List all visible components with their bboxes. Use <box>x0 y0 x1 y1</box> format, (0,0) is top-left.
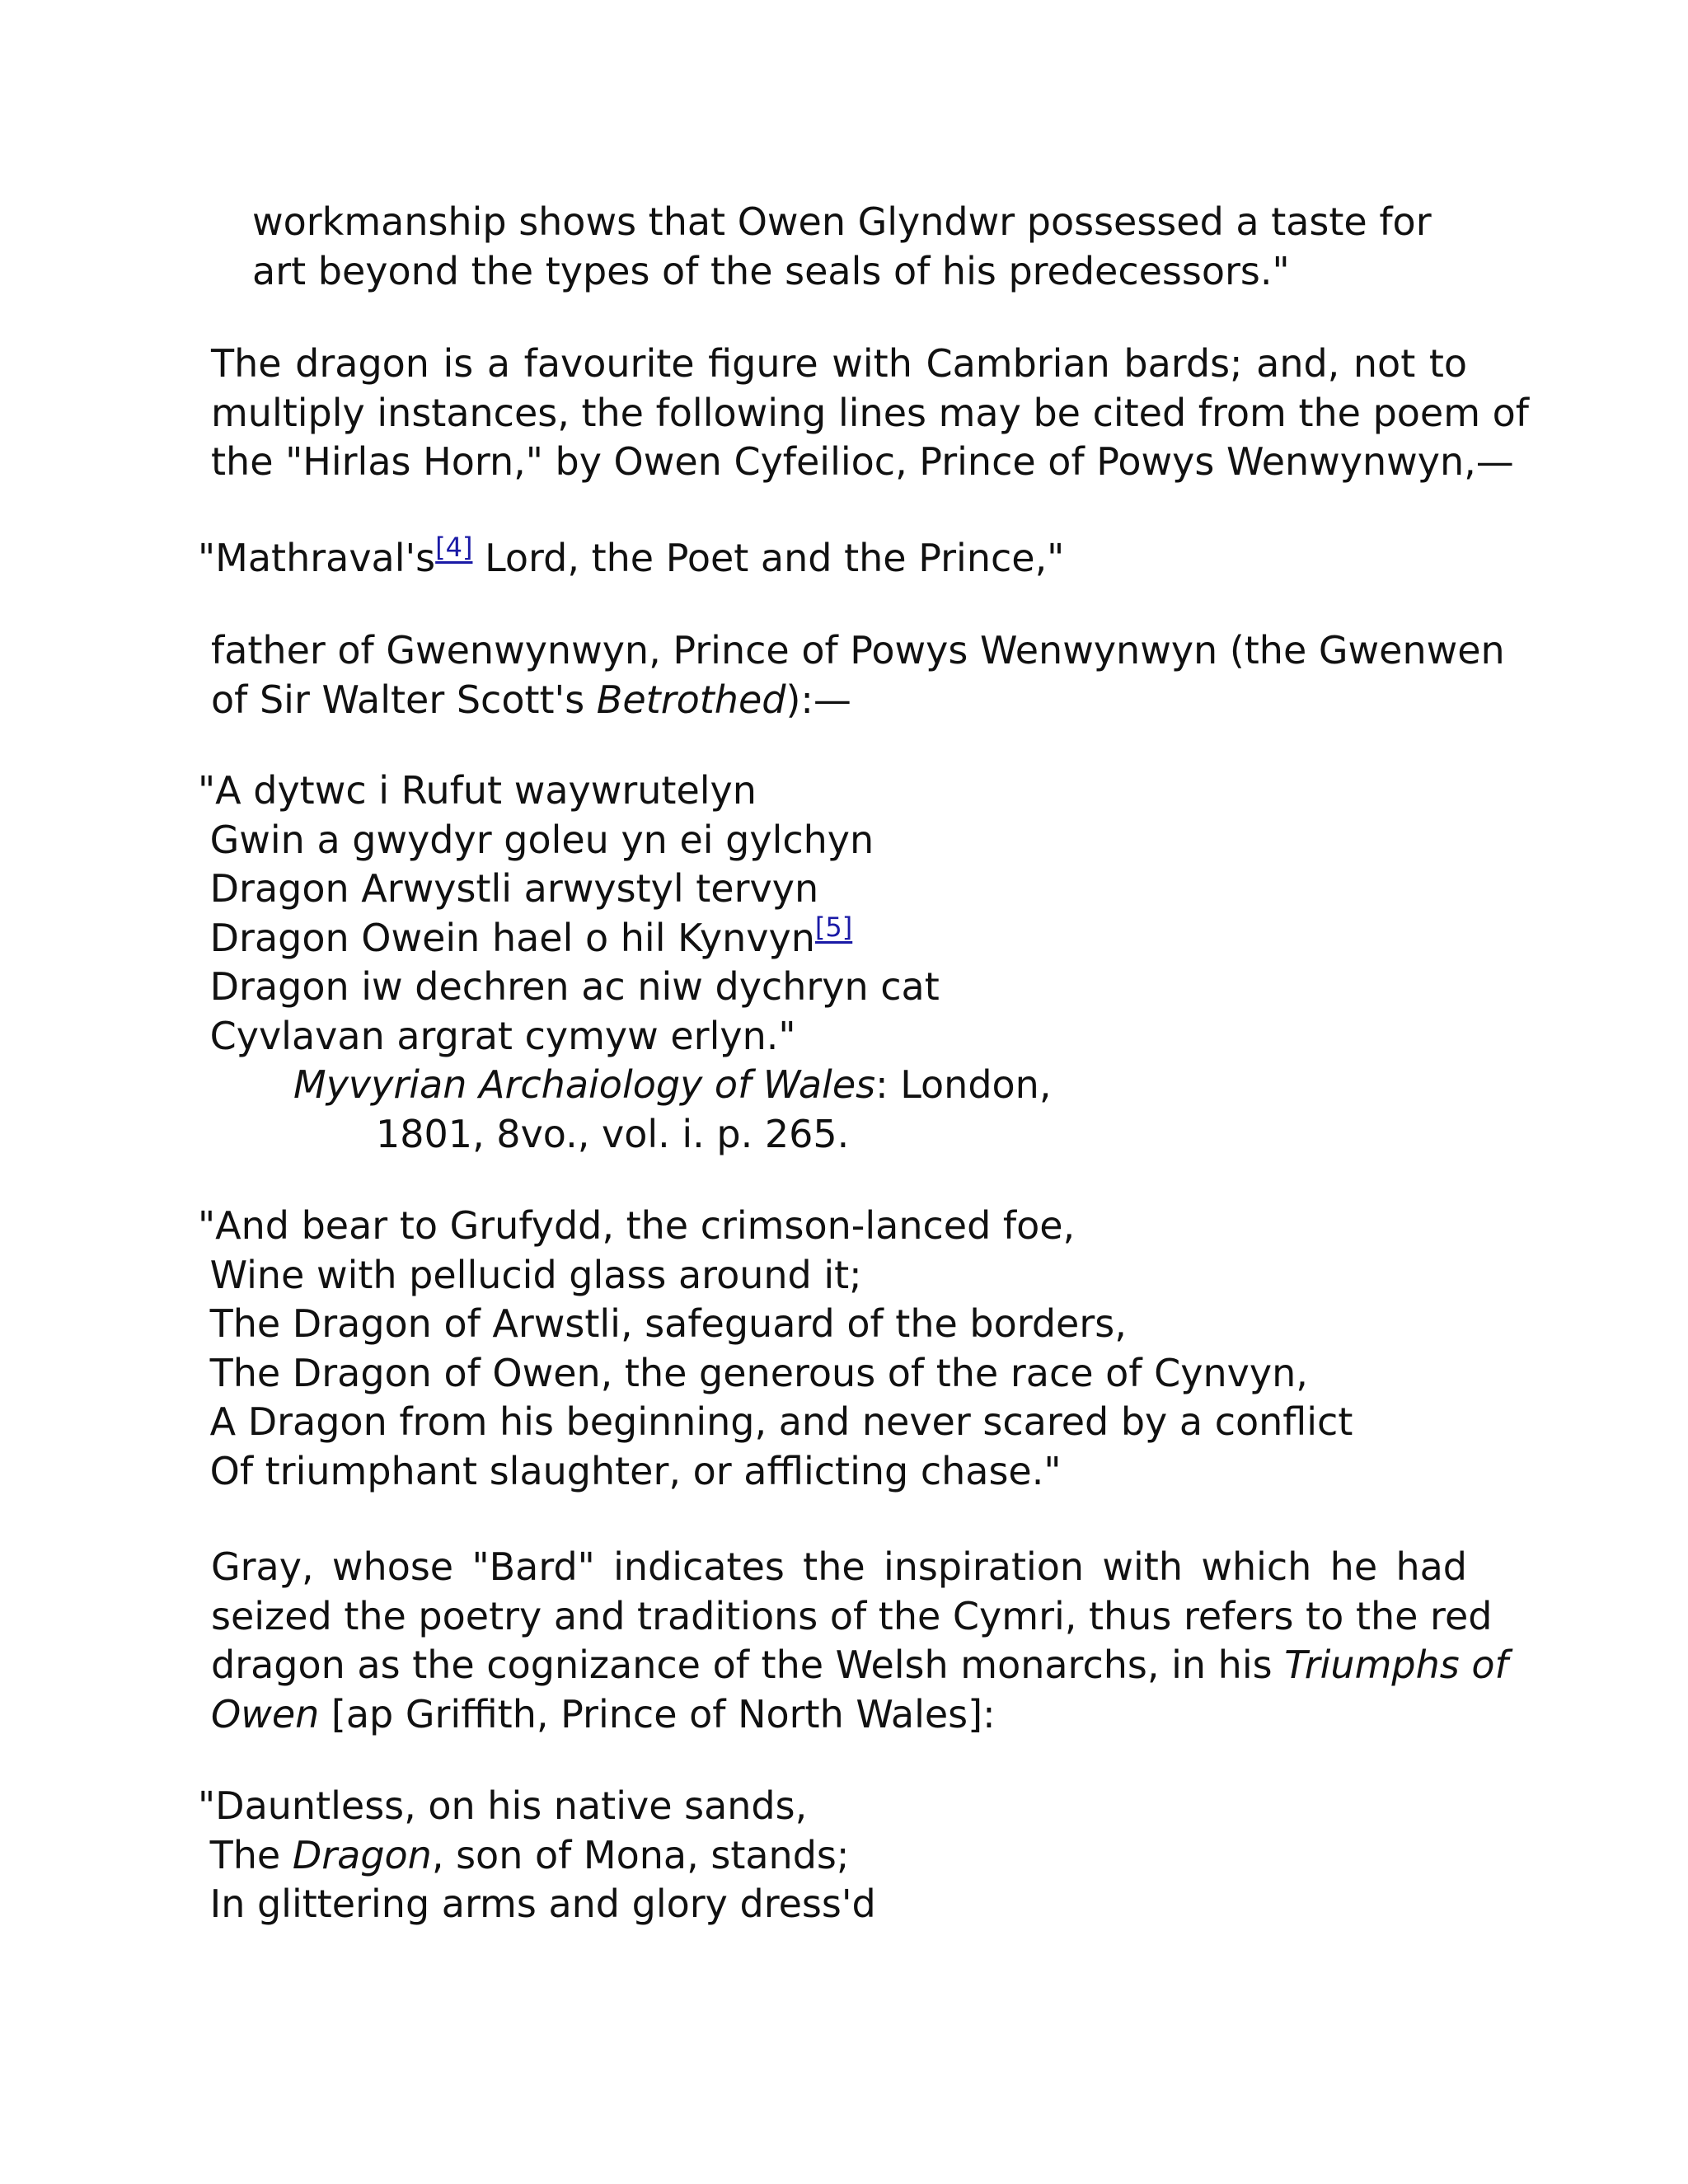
emphasis: Dragon <box>292 1832 432 1877</box>
footnote-link-4[interactable]: [4] <box>435 532 473 563</box>
verse-line: Dragon Arwystli arwystyl tervyn <box>198 866 819 911</box>
citation-place: : London, <box>875 1062 1052 1107</box>
welsh-verse <box>198 766 940 1061</box>
text-line: Owen [ap Griffith, Prince of North Wales]: <box>211 1691 996 1736</box>
verse-line: A Dragon from his beginning, and never scared by a conflict <box>198 1399 1353 1444</box>
verse-line: Dragon Owein hael o hil Kynvyn <box>198 915 815 960</box>
paragraph-dragon <box>211 340 1529 487</box>
paragraph-father <box>211 626 1505 724</box>
verse-line: The Dragon of Arwstli, safeguard of the borders, <box>198 1301 1127 1346</box>
verse-line: The Dragon, son of Mona, stands; <box>198 1832 850 1877</box>
text-line: of Sir Walter Scott's Betrothed):— <box>211 677 851 722</box>
text-segment: "Mathraval's <box>198 536 436 580</box>
verse-line: Gwin a gwydyr goleu yn ei gylchyn <box>198 817 874 862</box>
english-verse <box>198 1202 1353 1496</box>
citation-detail <box>376 1110 849 1160</box>
citation-title: Myvyrian Archaiology of Wales <box>293 1062 876 1107</box>
gray-verse <box>198 1782 876 1929</box>
citation <box>293 1061 1051 1110</box>
verse-line: "And bear to Grufydd, the crimson-lanced foe, <box>198 1203 1076 1248</box>
text-line: multiply instances, the following lines may be cited from the poem of <box>211 390 1529 435</box>
text-segment: Lord, the Poet and the Prince," <box>472 536 1065 580</box>
text-line: the "Hirlas Horn," by Owen Cyfeilioc, Prince of Powys Wenwynwyn,— <box>211 439 1514 484</box>
poem-title-cont: Owen <box>211 1691 320 1736</box>
verse-line: Dragon iw dechren ac niw dychryn cat <box>198 964 940 1009</box>
verse-line: In glittering arms and glory dress'd <box>198 1882 876 1926</box>
paragraph-gray <box>211 1543 1508 1739</box>
mathraval-line <box>198 534 1064 583</box>
text-line: art beyond the types of the seals of his predecessors." <box>252 248 1290 293</box>
text-line: dragon as the cognizance of the Welsh monarchs, in his Triumphs of <box>211 1643 1508 1687</box>
text-line: seized the poetry and traditions of the Cymri, thus refers to the red <box>211 1593 1493 1638</box>
text-line: The dragon is a favourite figure with Cambrian bards; and, not to <box>211 341 1467 386</box>
verse-line: Cyvlavan argrat cymyw erlyn." <box>198 1013 796 1058</box>
verse-line: Of triumphant slaughter, or afflicting chase." <box>198 1448 1062 1493</box>
poem-title: Triumphs of <box>1284 1643 1508 1687</box>
verse-line: Wine with pellucid glass around it; <box>198 1252 862 1297</box>
verse-line: The Dragon of Owen, the generous of the race of Cynvyn, <box>198 1350 1308 1395</box>
text-line: father of Gwenwynwyn, Prince of Powys Wenwynwyn (the Gwenwen <box>211 628 1505 673</box>
text-line: Gray, whose "Bard" indicates the inspiration with which he had <box>211 1544 1467 1589</box>
book-title: Betrothed <box>596 677 786 722</box>
quote-end <box>252 198 1432 296</box>
citation-line: 1801, 8vo., vol. i. p. 265. <box>376 1112 850 1156</box>
footnote-link-5[interactable]: [5] <box>814 911 853 943</box>
verse-line: "Dauntless, on his native sands, <box>198 1783 808 1828</box>
verse-line: "A dytwc i Rufut waywrutelyn <box>198 768 757 813</box>
text-line: workmanship shows that Owen Glyndwr possessed a taste for <box>252 199 1432 244</box>
